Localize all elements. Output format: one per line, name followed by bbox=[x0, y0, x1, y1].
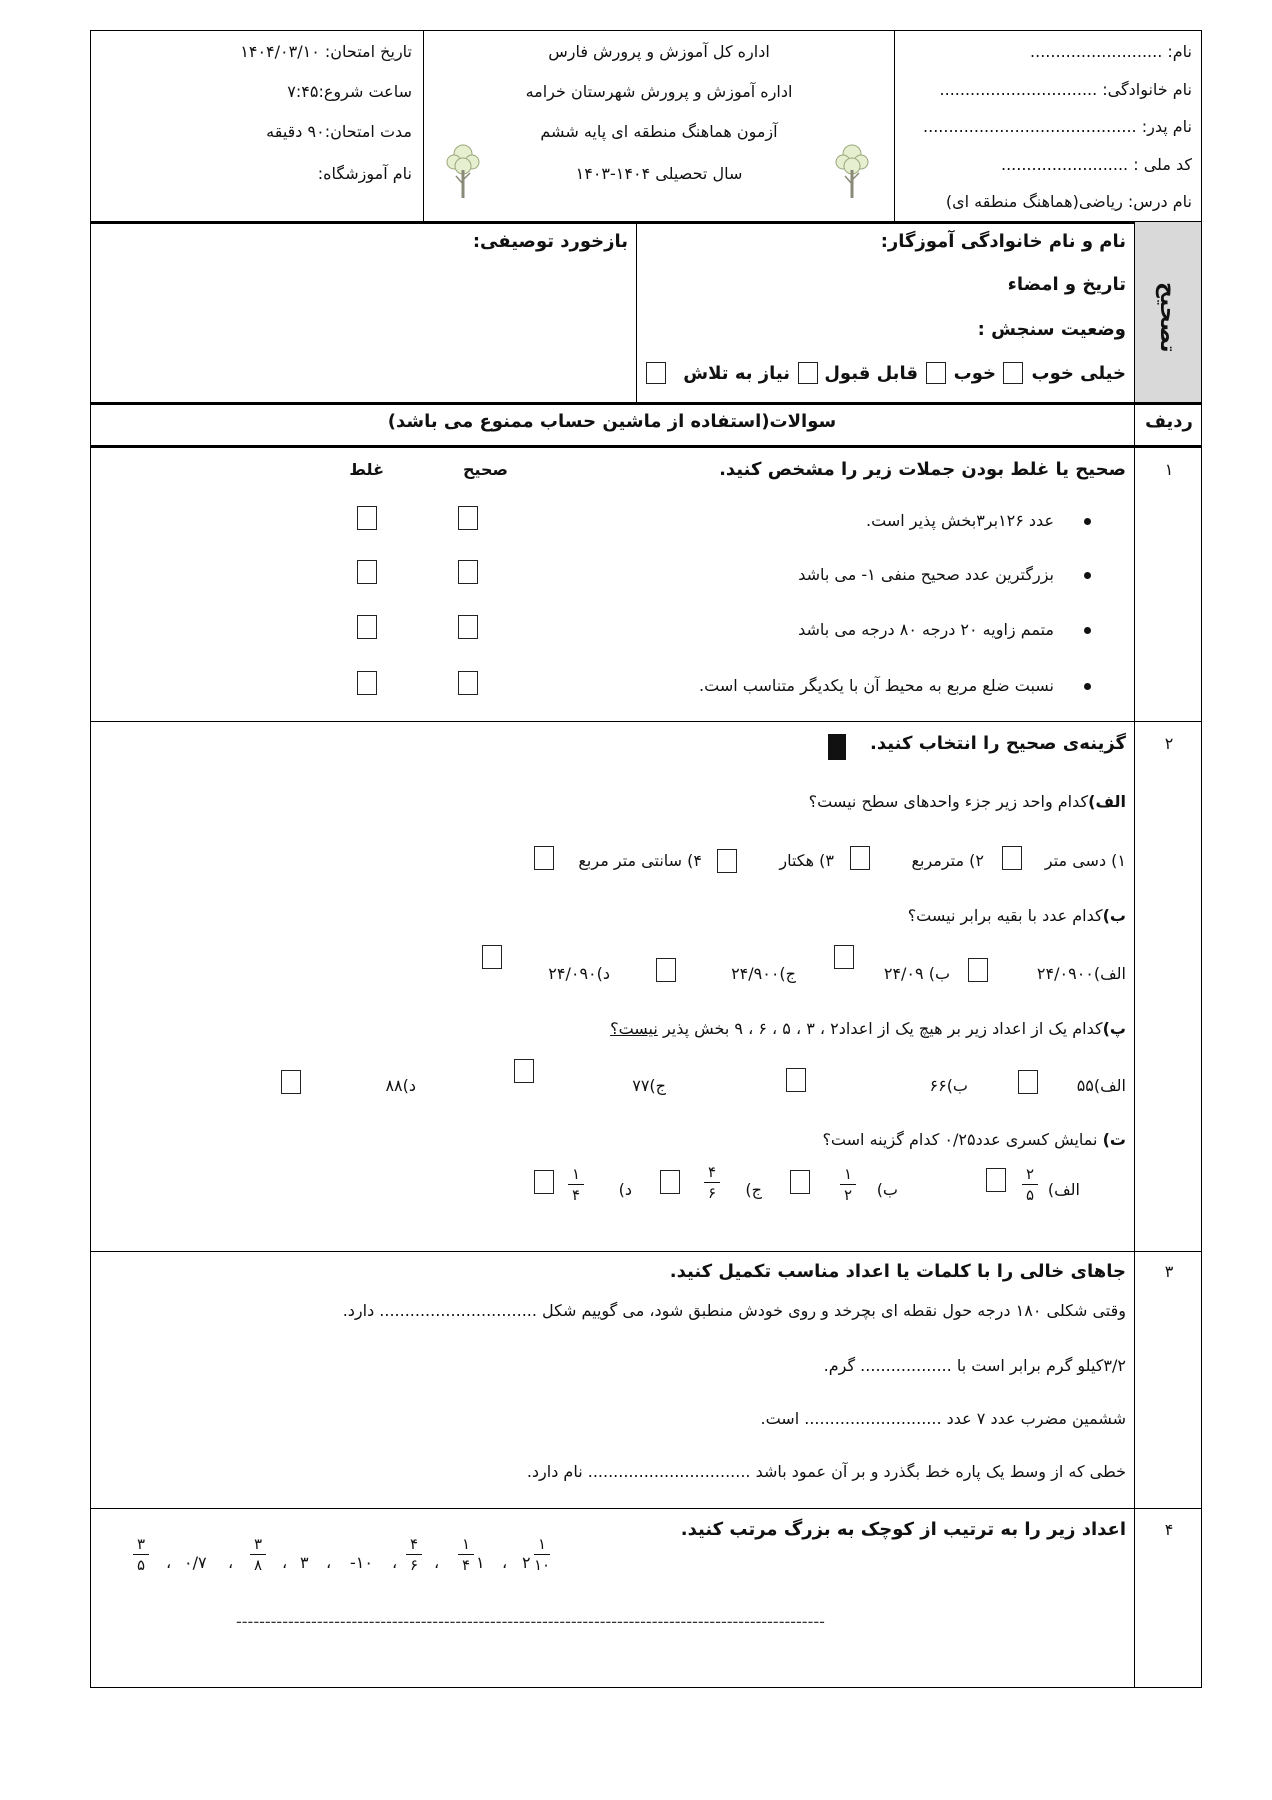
q1-1-false-checkbox[interactable] bbox=[357, 506, 377, 530]
q4-fraction-3-5 bbox=[133, 1536, 149, 1573]
q2c-option-1: الف)۵۵ bbox=[1076, 1076, 1126, 1095]
level-acceptable: قابل قبول bbox=[824, 363, 918, 384]
q4-fraction-3-8 bbox=[250, 1536, 266, 1573]
q1-statement-4: نسبت ضلع مربع به محیط آن با یکدیگر متناسب است. bbox=[699, 676, 1054, 695]
national-code-label: کد ملی : ......................... bbox=[1000, 155, 1192, 174]
q2b-question bbox=[908, 906, 1126, 926]
q4-mixed-1-1-4-whole: ۱ bbox=[476, 1553, 485, 1572]
q2a-option-1: ۱) دسی متر bbox=[1044, 851, 1126, 870]
denominator: ۴ bbox=[461, 1556, 471, 1574]
q2c-option-4: د)۸۸ bbox=[385, 1076, 416, 1095]
exam-duration: مدت امتحان:۹۰ دقیقه bbox=[266, 122, 412, 141]
school-name-label: نام آموزشگاه: bbox=[317, 164, 412, 183]
q3-blank-4: خطی که از وسط یک پاره خط بگذرد و بر آن عمود باشد ................................ نام دارد. bbox=[526, 1462, 1126, 1481]
q2a-question bbox=[809, 792, 1126, 812]
answer-marker-block bbox=[828, 734, 846, 760]
feedback-label: بازخورد توصیفی: bbox=[472, 231, 628, 252]
grading-bottom-rule bbox=[90, 402, 1202, 405]
numerator: ۱ bbox=[461, 1535, 471, 1553]
q1-1-true-checkbox[interactable] bbox=[458, 506, 478, 530]
q3-blank-1: وقتی شکلی ۱۸۰ درجه حول نقطه ای بچرخد و روی خودش منطبق شود، می گوییم شکل ............................... دارد. bbox=[342, 1301, 1126, 1320]
q3-title: جاهای خالی را با کلمات یا اعداد مناسب تکمیل کنید. bbox=[669, 1261, 1126, 1282]
q2d-option-2-fraction bbox=[840, 1166, 856, 1203]
q2d-option-1-fraction bbox=[1022, 1166, 1038, 1203]
teacher-name-label: نام و نام خانوادگی آموزگار: bbox=[880, 231, 1126, 252]
q2a-option-2-checkbox[interactable] bbox=[850, 846, 870, 870]
denominator: ۸ bbox=[253, 1556, 263, 1574]
bullet-icon bbox=[1084, 627, 1091, 634]
date-sign-label: تاریخ و امضاء bbox=[1007, 274, 1126, 295]
q2a-option-3-checkbox[interactable] bbox=[717, 849, 737, 873]
q2a-text: کدام واحد زیر جزء واحدهای سطح نیست؟ bbox=[808, 792, 1089, 811]
tree-emblem-icon bbox=[835, 140, 869, 204]
q4-separator: ، bbox=[326, 1553, 332, 1572]
denominator: ۵ bbox=[1025, 1186, 1035, 1204]
q1-4-false-checkbox[interactable] bbox=[357, 671, 377, 695]
false-column-label: غلط bbox=[349, 460, 384, 479]
q2d-question bbox=[822, 1130, 1126, 1150]
q4-separator: ، bbox=[434, 1553, 440, 1572]
header-bottom-rule bbox=[90, 221, 1202, 224]
q2c-question bbox=[610, 1019, 1126, 1039]
q4-number-minus-10: ۱۰- bbox=[350, 1553, 373, 1572]
numerator: ۳ bbox=[253, 1535, 263, 1553]
q2d-option-1-checkbox[interactable] bbox=[986, 1168, 1006, 1192]
denominator: ۱۰ bbox=[534, 1556, 551, 1574]
q2b-text: کدام عدد با بقیه برابر نیست؟ bbox=[907, 906, 1103, 925]
q2d-option-3-label: ج) bbox=[745, 1180, 762, 1199]
assessment-status-label: وضعیت سنجش : bbox=[977, 319, 1126, 340]
q3-blank-3: ششمین مضرب عدد ۷ عدد ........................... است. bbox=[760, 1409, 1126, 1428]
q2d-prefix: ت) bbox=[1102, 1130, 1126, 1149]
q2c-text-underlined: نیست؟ bbox=[610, 1019, 658, 1038]
tree-emblem-icon bbox=[446, 140, 480, 204]
denominator: ۵ bbox=[136, 1556, 146, 1574]
denominator: ۲ bbox=[843, 1186, 853, 1204]
org-line-1: اداره کل آموزش و پرورش فارس bbox=[548, 42, 770, 61]
row-number-column-divider bbox=[1134, 402, 1135, 1688]
level-needs-effort: نیاز به تلاش bbox=[683, 363, 790, 384]
q2d-option-4-checkbox[interactable] bbox=[534, 1170, 554, 1194]
q3-number: ۳ bbox=[1164, 1262, 1174, 1281]
school-year: سال تحصیلی ۱۴۰۴-۱۴۰۳ bbox=[575, 164, 743, 183]
questions-title: سوالات(استفاده از ماشین حساب ممنوع می باشد) bbox=[387, 411, 837, 432]
q1-statement-1: عدد ۱۲۶بر۳بخش پذیر است. bbox=[866, 511, 1054, 530]
level-very-good: خیلی خوب bbox=[1031, 363, 1126, 384]
questions-header-rule bbox=[90, 445, 1202, 448]
q4-separator: ، bbox=[392, 1553, 398, 1572]
q1-2-false-checkbox[interactable] bbox=[357, 560, 377, 584]
q2b-option-2-checkbox[interactable] bbox=[834, 945, 854, 969]
q4-number-0-7: ۰/۷ bbox=[184, 1553, 207, 1572]
row-column-header: ردیف bbox=[1145, 411, 1193, 432]
q2a-prefix: الف) bbox=[1088, 792, 1126, 811]
q4-separator: ، bbox=[502, 1553, 508, 1572]
q3-bottom-rule bbox=[90, 1508, 1202, 1509]
q2d-option-2-checkbox[interactable] bbox=[790, 1170, 810, 1194]
q4-number-3: ۳ bbox=[300, 1553, 309, 1572]
q2a-option-3: ۳) هکتار bbox=[779, 851, 834, 870]
bullet-icon bbox=[1084, 518, 1091, 525]
numerator: ۱ bbox=[538, 1535, 547, 1553]
exam-title: آزمون هماهنگ منطقه ای پایه ششم bbox=[540, 122, 778, 141]
q2a-option-1-checkbox[interactable] bbox=[1002, 846, 1022, 870]
q2d-option-3-checkbox[interactable] bbox=[660, 1170, 680, 1194]
q4-answer-line[interactable]: ------------------------------------------------------------------------------------------------------ bbox=[236, 1612, 825, 1631]
header-divider-right bbox=[894, 30, 895, 222]
q2b-option-3-checkbox[interactable] bbox=[656, 958, 676, 982]
q4-separator: ، bbox=[282, 1553, 288, 1572]
level-acceptable-checkbox[interactable] bbox=[798, 362, 818, 384]
q4-number: ۴ bbox=[1164, 1520, 1174, 1539]
denominator: ۶ bbox=[707, 1184, 717, 1202]
father-label: نام پدر: .......................................... bbox=[923, 117, 1192, 136]
q2b-prefix: ب) bbox=[1102, 906, 1126, 925]
q2b-option-2: ب) ۲۴/۰۹ bbox=[883, 964, 950, 983]
exam-date: تاریخ امتحان: ۱۴۰۴/۰۳/۱۰ bbox=[240, 42, 412, 61]
q1-statement-2: بزرگترین عدد صحیح منفی ۱- می باشد bbox=[798, 565, 1054, 584]
q1-3-true-checkbox[interactable] bbox=[458, 615, 478, 639]
q2c-option-2-checkbox[interactable] bbox=[786, 1068, 806, 1092]
q2d-text: نمایش کسری عدد۰/۲۵ کدام گزینه است؟ bbox=[822, 1130, 1098, 1149]
numerator: ۲ bbox=[1025, 1165, 1035, 1183]
q2c-text: کدام یک از اعداد زیر بر هیچ یک از اعداد۲ ، ۳ ، ۵ ، ۶ ، ۹ بخش پذیر bbox=[662, 1019, 1103, 1038]
q2d-option-1-label: الف) bbox=[1047, 1180, 1080, 1199]
q2c-option-4-checkbox[interactable] bbox=[281, 1070, 301, 1094]
start-time: ساعت شروع:۷:۴۵ bbox=[287, 82, 412, 101]
subject-label: نام درس: ریاضی(هماهنگ منطقه ای) bbox=[945, 192, 1192, 211]
q1-3-false-checkbox[interactable] bbox=[357, 615, 377, 639]
q2a-option-2: ۲) مترمربع bbox=[911, 851, 984, 870]
level-good-checkbox[interactable] bbox=[926, 362, 946, 384]
q2b-option-1: الف)۲۴/۰۹۰۰ bbox=[1036, 964, 1126, 983]
q3-blank-2: ۳/۲کیلو گرم برابر است با .................. گرم. bbox=[823, 1356, 1126, 1375]
q4-mixed-2-1-10-whole: ۲ bbox=[522, 1553, 531, 1572]
q2c-prefix: پ) bbox=[1102, 1019, 1126, 1038]
denominator: ۴ bbox=[571, 1186, 581, 1204]
q1-4-true-checkbox[interactable] bbox=[458, 671, 478, 695]
q2b-option-4: د)۲۴/۰۹۰ bbox=[548, 964, 610, 983]
grading-vertical-label: تصحیح bbox=[1155, 282, 1180, 353]
denominator: ۶ bbox=[409, 1556, 419, 1574]
numerator: ۱ bbox=[843, 1165, 853, 1183]
numerator: ۱ bbox=[571, 1165, 581, 1183]
level-needs-effort-checkbox[interactable] bbox=[646, 362, 666, 384]
bullet-icon bbox=[1084, 572, 1091, 579]
q1-number: ۱ bbox=[1164, 460, 1174, 479]
org-line-2: اداره آموزش و پرورش شهرستان خرامه bbox=[525, 82, 793, 101]
q4-title: اعداد زیر را به ترتیب از کوچک به بزرگ مرتب کنید. bbox=[680, 1519, 1126, 1540]
q2-bottom-rule bbox=[90, 1251, 1202, 1252]
name-label: نام: .......................... bbox=[1030, 42, 1192, 61]
q2c-option-3-checkbox[interactable] bbox=[514, 1059, 534, 1083]
grading-divider bbox=[1134, 222, 1135, 402]
q4-fraction-4-6 bbox=[406, 1536, 422, 1573]
q4-mixed-1-1-4-fraction bbox=[458, 1536, 474, 1573]
level-very-good-checkbox[interactable] bbox=[1003, 362, 1023, 384]
level-good: خوب bbox=[953, 363, 996, 384]
family-label: نام خانوادگی: ............................... bbox=[939, 80, 1192, 99]
q2d-option-3-fraction bbox=[704, 1164, 720, 1201]
q4-mixed-2-1-10-fraction bbox=[534, 1536, 550, 1573]
feedback-divider bbox=[636, 222, 637, 402]
q2b-option-3: ج)۲۴/۹۰۰ bbox=[731, 964, 796, 983]
bullet-icon bbox=[1084, 683, 1091, 690]
q2d-option-4-label: د) bbox=[618, 1180, 632, 1199]
q2b-option-4-checkbox[interactable] bbox=[482, 945, 502, 969]
q2c-option-3: ج)۷۷ bbox=[632, 1076, 666, 1095]
numerator: ۴ bbox=[409, 1535, 419, 1553]
true-column-label: صحیح bbox=[462, 460, 508, 479]
q1-2-true-checkbox[interactable] bbox=[458, 560, 478, 584]
numerator: ۴ bbox=[707, 1163, 717, 1181]
q4-separator: ، bbox=[228, 1553, 234, 1572]
q1-statement-3: متمم زاویه ۲۰ درجه ۸۰ درجه می باشد bbox=[798, 620, 1054, 639]
q2c-option-2: ب)۶۶ bbox=[929, 1076, 968, 1095]
q4-separator: ، bbox=[166, 1553, 172, 1572]
q2b-option-1-checkbox[interactable] bbox=[968, 958, 988, 982]
q2-number: ۲ bbox=[1164, 734, 1174, 753]
numerator: ۳ bbox=[136, 1535, 146, 1553]
q1-title: صحیح یا غلط بودن جملات زیر را مشخص کنید. bbox=[719, 459, 1126, 480]
q1-bottom-rule bbox=[90, 721, 1202, 722]
q2d-option-4-fraction bbox=[568, 1166, 584, 1203]
q2a-option-4-checkbox[interactable] bbox=[534, 846, 554, 870]
q2a-option-4: ۴) سانتی متر مربع bbox=[578, 851, 702, 870]
q2d-option-2-label: ب) bbox=[876, 1180, 898, 1199]
q2-title: گزینه‌ی صحیح را انتخاب کنید. bbox=[870, 733, 1126, 754]
q2c-option-1-checkbox[interactable] bbox=[1018, 1070, 1038, 1094]
